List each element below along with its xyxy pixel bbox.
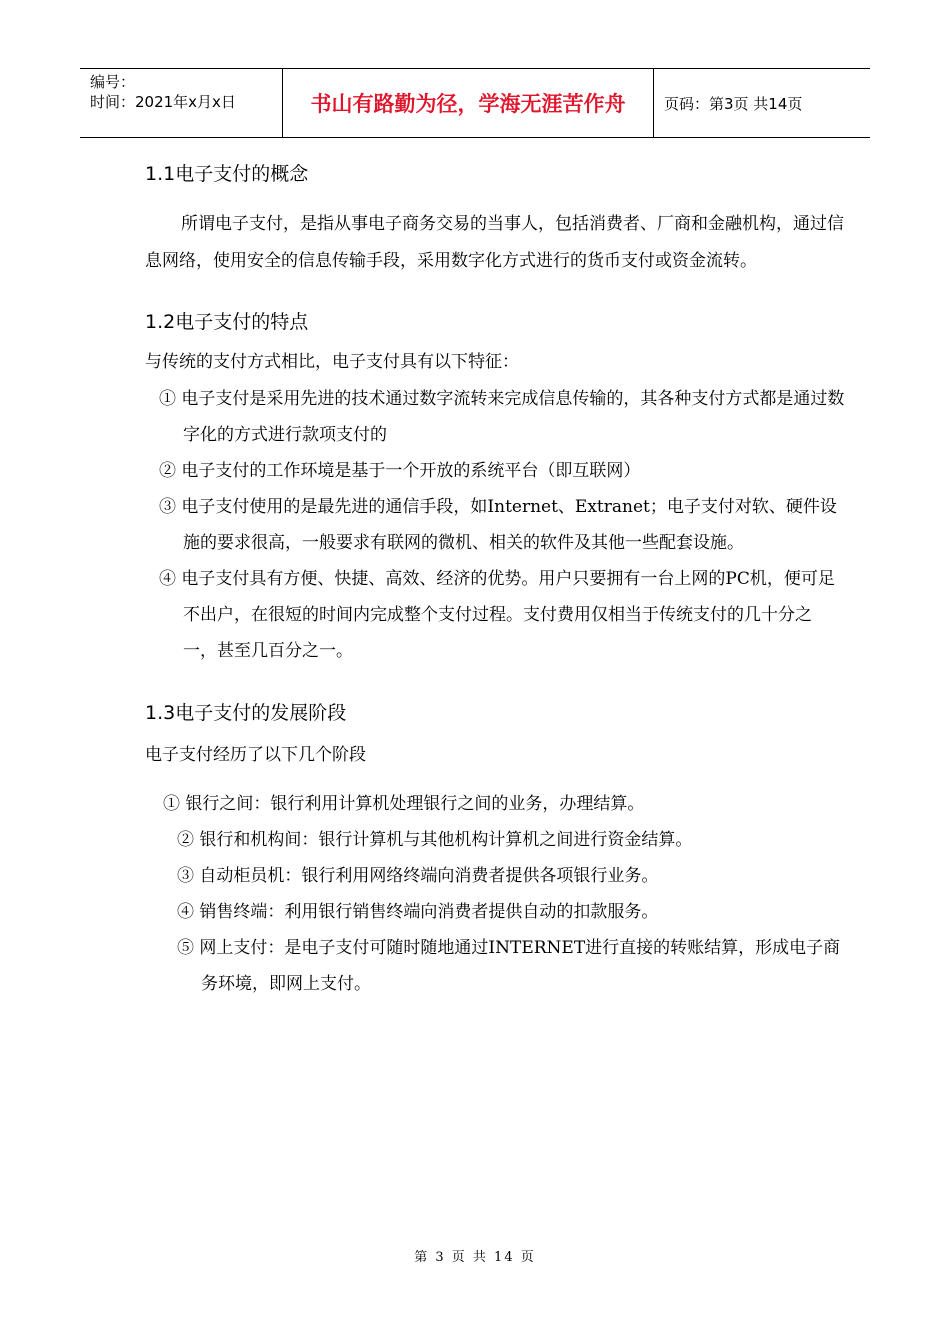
header-meta (80, 69, 282, 137)
document-number: 编号： (90, 73, 136, 91)
list-item: ⑤ 网上支付：是电子支付可随时随地通过INTERNET进行直接的转账结算，形成电子商务环境，即网上支付。 (177, 938, 841, 994)
section-title: 1.1电子支付的概念 (145, 163, 309, 185)
feature-list (145, 381, 845, 669)
page-header (80, 68, 870, 138)
section-features (145, 308, 845, 669)
list-item: ④ 销售终端：利用银行销售终端向消费者提供自动的扣款服务。 (177, 902, 659, 922)
section-intro: 电子支付经历了以下几个阶段 (145, 745, 366, 765)
page-footer: 第 3 页 共 14 页 (414, 1250, 536, 1265)
header-motto: 书山有路勤为径，学海无涯苦作舟 (282, 69, 654, 137)
list-item: ③ 电子支付使用的是最先进的通信手段，如Internet、Extranet；电子支付对软、硬件设施的要求很高，一般要求有联网的微机、相关的软件及其他一些配套设施。 (159, 497, 837, 553)
list-item: ② 电子支付的工作环境是基于一个开放的系统平台（即互联网） (159, 461, 641, 481)
section-title: 1.3电子支付的发展阶段 (145, 702, 347, 724)
section-intro: 与传统的支付方式相比，电子支付具有以下特征： (145, 352, 519, 372)
section-paragraph: 所谓电子支付，是指从事电子商务交易的当事人，包括消费者、厂商和金融机构，通过信息网络，使用安全的信息传输手段，采用数字化方式进行的货币支付或资金流转。 (145, 214, 844, 271)
document-body (145, 160, 845, 1002)
list-item: ① 银行之间：银行利用计算机处理银行之间的业务，办理结算。 (163, 794, 645, 814)
header-page-info: 页码：第3页 共14页 (664, 94, 803, 113)
list-item: ① 电子支付是采用先进的技术通过数字流转来完成信息传输的，其各种支付方式都是通过数字化的方式进行款项支付的 (159, 389, 845, 445)
document-date: 时间：2021年x月x日 (90, 93, 236, 111)
stage-list (145, 786, 845, 1002)
list-item: ③ 自动柜员机：银行利用网络终端向消费者提供各项银行业务。 (177, 866, 659, 886)
section-title: 1.2电子支付的特点 (145, 311, 309, 333)
section-concept (145, 160, 845, 280)
list-item: ② 银行和机构间：银行计算机与其他机构计算机之间进行资金结算。 (177, 830, 693, 850)
section-stages (145, 699, 845, 1002)
list-item: ④ 电子支付具有方便、快捷、高效、经济的优势。用户只要拥有一台上网的PC机，便可足不出户，在很短的时间内完成整个支付过程。支付费用仅相当于传统支付的几十分之一，甚至几百分之一。 (159, 569, 835, 661)
